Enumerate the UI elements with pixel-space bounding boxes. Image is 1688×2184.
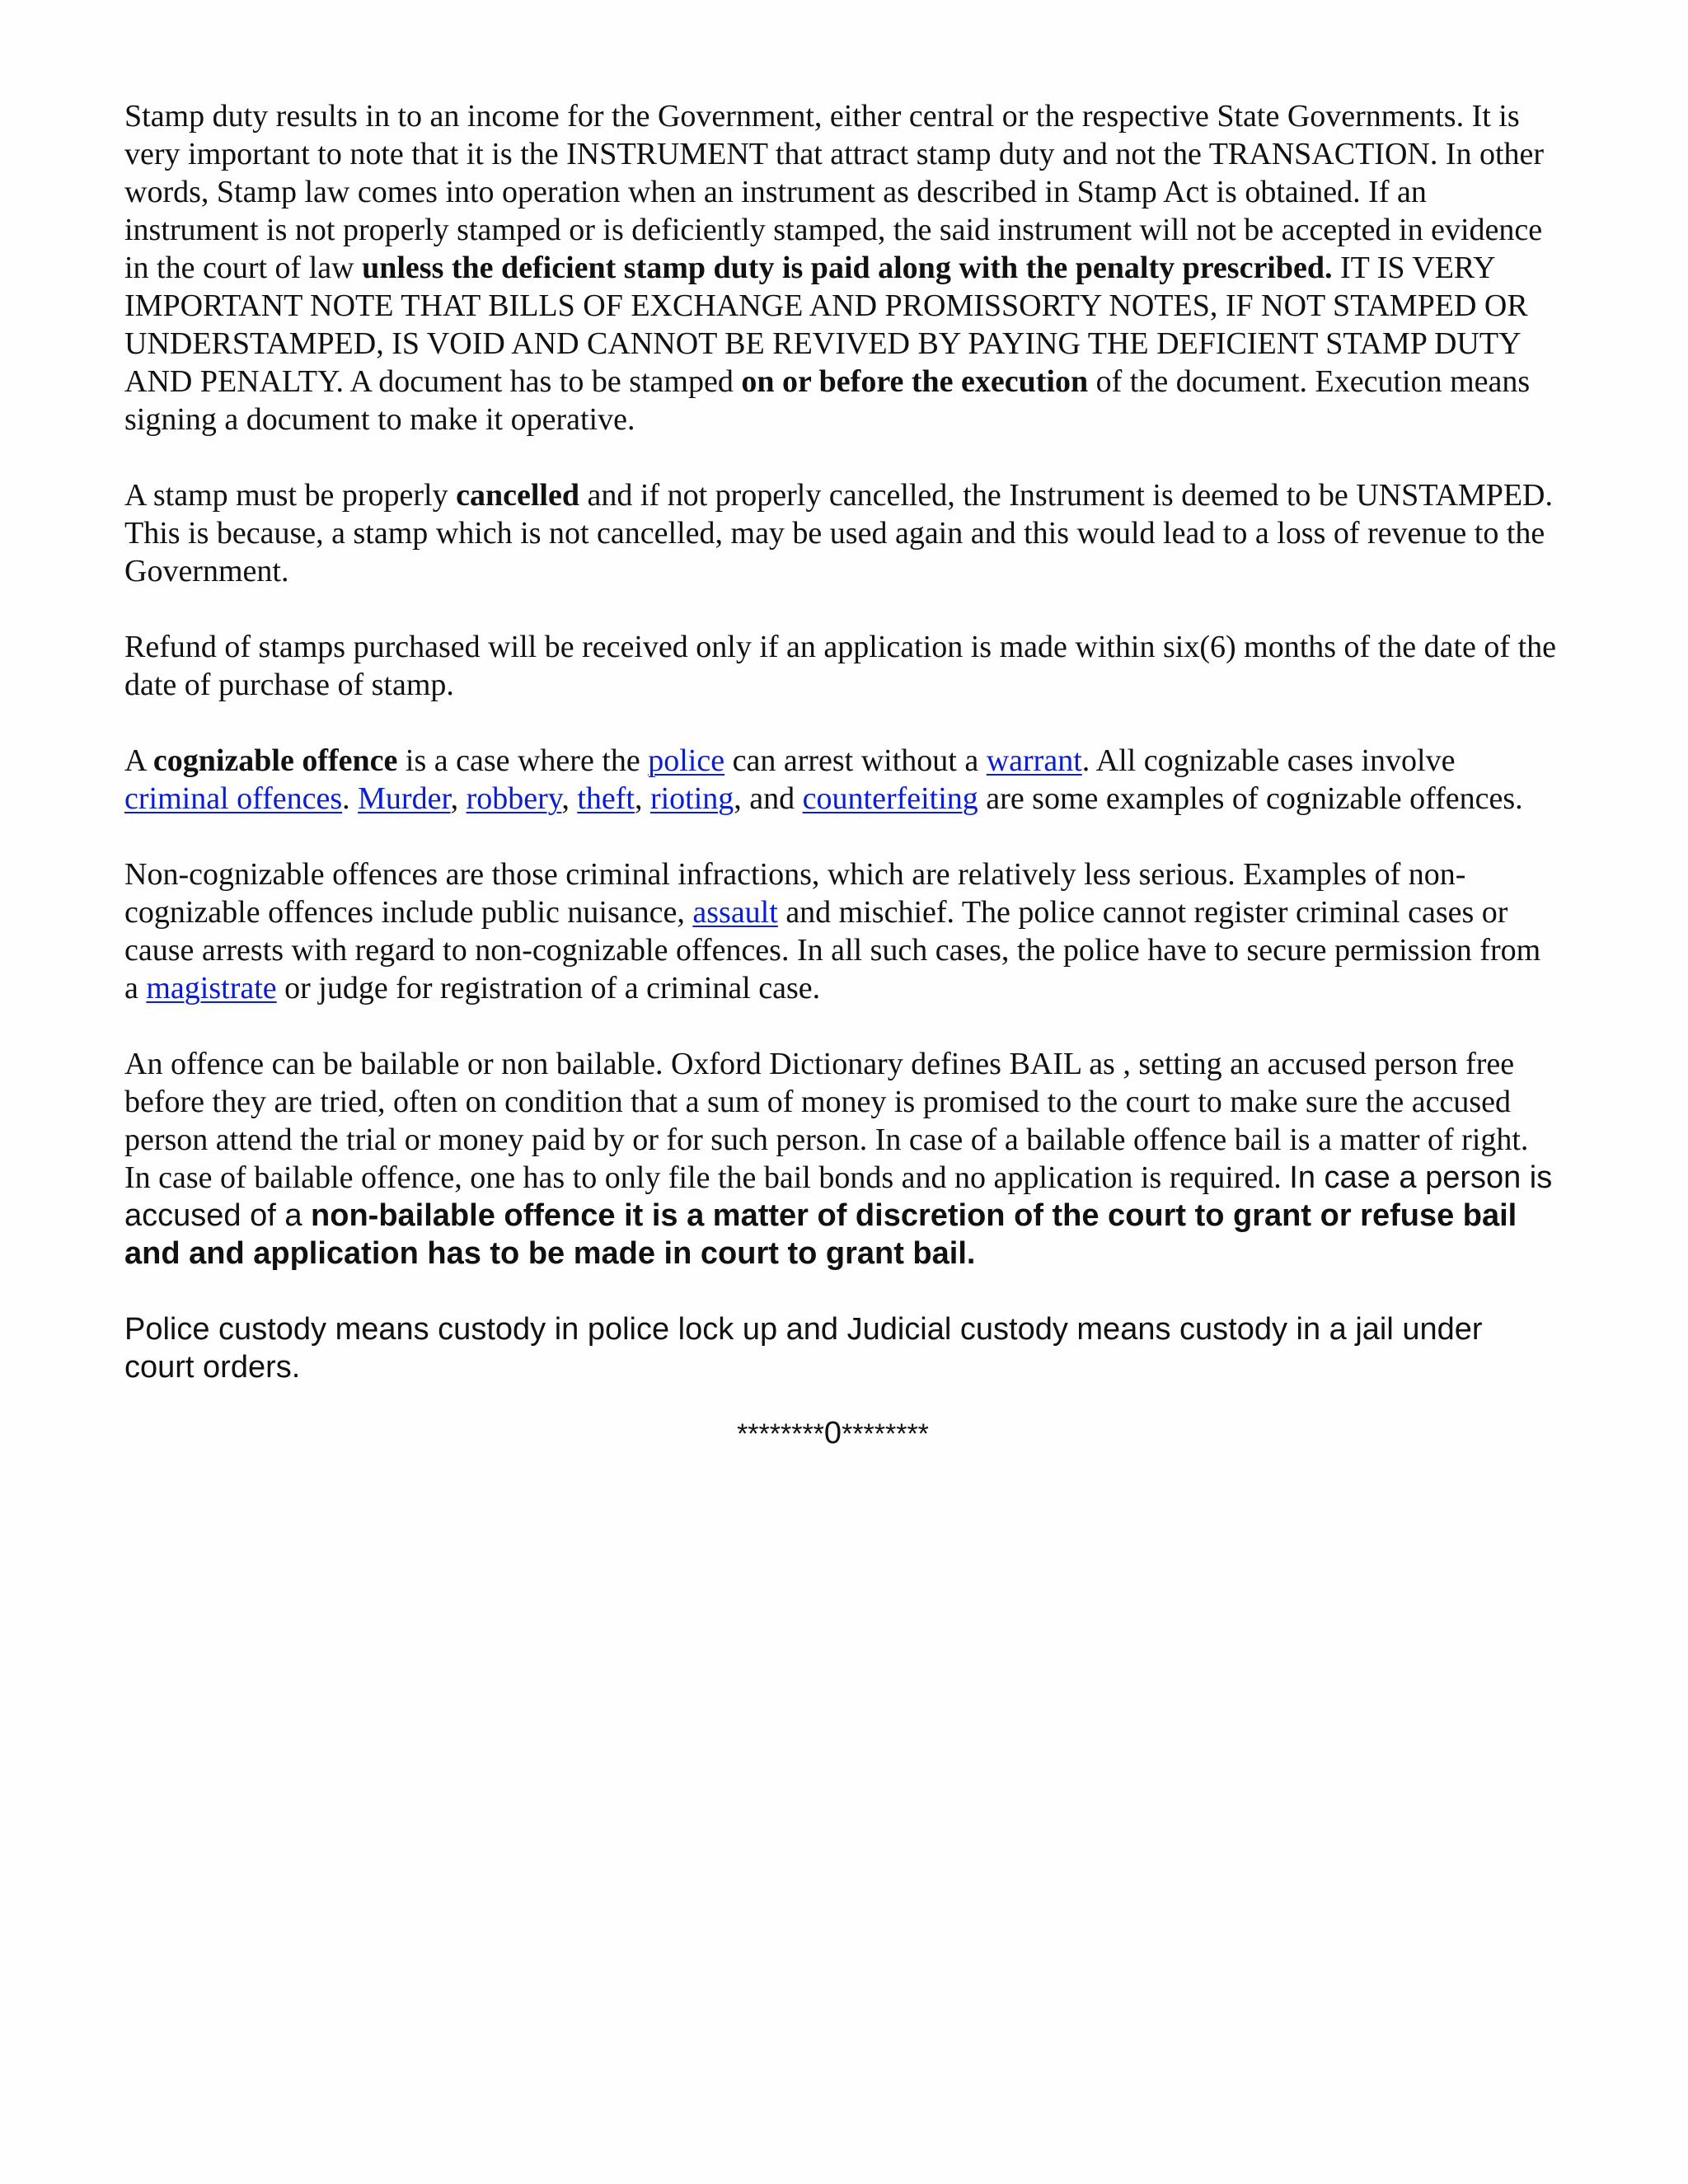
text-run: is a case where the	[397, 743, 649, 778]
text-run: An offence can be bailable or non bailable. Oxford Dictionary defines BAIL as , setting an accused person free before they are tried, often on condition that a sum of money is promised to the court to make sure the accused person attend the trial or money paid by or for such person. In case of a bailable offence bail is a matter of right. In case of bailable offence, one has to only file the bail bonds and no application is required.	[124, 1047, 1529, 1195]
text-run: can arrest without a	[724, 743, 987, 778]
link-robbery[interactable]: robbery	[466, 781, 562, 816]
text-run-sans: In case a person is accused of a	[124, 1160, 1553, 1233]
text-run: or judge for registration of a criminal case.	[276, 971, 821, 1005]
link-counterfeiting[interactable]: counterfeiting	[802, 781, 978, 816]
link-assault[interactable]: assault	[692, 895, 778, 930]
bold-text: unless the deficient stamp duty is paid along with the penalty prescribed.	[362, 251, 1333, 285]
link-murder[interactable]: Murder	[358, 781, 451, 816]
paragraph-stamp-duty	[124, 97, 1556, 438]
asterisks-right: ********	[842, 1418, 929, 1450]
text-run: A stamp must be properly	[124, 478, 457, 513]
text-run: Non-cognizable offences are those criminal infractions, which are relatively less serious. Examples of non-cognizable offences include public nuisance,	[124, 857, 1466, 930]
link-rioting[interactable]: rioting	[649, 781, 734, 816]
text-run: are some examples of cognizable offences.	[978, 781, 1523, 816]
link-magistrate[interactable]: magistrate	[146, 971, 277, 1005]
text-run: Stamp duty results in to an income for the Government, either central or the respective State Governments. It is very important to note that it is the INSTRUMENT that attract stamp duty and not the TRANSACTION. In other words, Stamp law comes into operation when an instrument as described in Stamp Act is obtained. If an instrument is not properly stamped or is deficiently stamped, the said instrument will not be accepted in evidence in the court of law	[124, 99, 1545, 285]
paragraph-bail	[124, 1045, 1556, 1272]
asterisks-left: ********	[737, 1418, 824, 1450]
text-run: A	[124, 743, 153, 778]
paragraph-stamp-cancellation	[124, 476, 1556, 590]
text-run: of the document. Execution means signing a document to make it operative.	[124, 364, 1531, 437]
text-run: ,	[561, 781, 578, 816]
link-criminal-offences[interactable]: criminal offences	[124, 781, 343, 816]
text-run: and if not properly cancelled, the Instrument is deemed to be UNSTAMPED. This is because, a stamp which is not cancelled, may be used again and this would lead to a loss of revenue to the Government.	[124, 478, 1553, 588]
link-police[interactable]: police	[648, 743, 725, 778]
paragraph-refund	[124, 628, 1556, 704]
text-run: . All cognizable cases involve	[1081, 743, 1456, 778]
bold-text: cognizable offence	[152, 743, 398, 778]
text-run: ,	[634, 781, 650, 816]
text-run: ,	[450, 781, 467, 816]
end-of-document-mark	[124, 1414, 1556, 1453]
paragraph-cognizable-offence	[124, 742, 1556, 818]
link-warrant[interactable]: warrant	[986, 743, 1082, 778]
text-run: Refund of stamps purchased will be received only if an application is made within six(6) months of the date of the date of purchase of stamp.	[124, 630, 1556, 702]
end-mark-zero: 0	[823, 1416, 842, 1451]
bold-text-sans: non-bailable offence it is a matter of discretion of the court to grant or refuse bail and and application has to be made in court to grant bail.	[124, 1198, 1517, 1271]
text-run: .	[342, 781, 359, 816]
text-run: IT IS VERY IMPORTANT NOTE THAT BILLS OF EXCHANGE AND PROMISSORTY NOTES, IF NOT STAMPED OR UNDERSTAMPED, IS VOID AND CANNOT BE REVIVED BY PAYING THE DEFICIENT STAMP DUTY AND PENALTY. A document has to be stamped	[124, 251, 1528, 399]
link-theft[interactable]: theft	[577, 781, 635, 816]
text-run: and mischief. The police cannot register criminal cases or cause arrests with regard to non-cognizable offences. In all such cases, the police have to secure permission from a	[124, 895, 1541, 1005]
text-run: Police custody means custody in police lock up and Judicial custody means custody in a jail under court orders.	[124, 1312, 1483, 1385]
bold-text: on or before the execution	[741, 364, 1089, 399]
paragraph-non-cognizable	[124, 855, 1556, 1007]
paragraph-custody	[124, 1310, 1556, 1386]
bold-text: cancelled	[456, 478, 579, 513]
text-run: , and	[734, 781, 803, 816]
